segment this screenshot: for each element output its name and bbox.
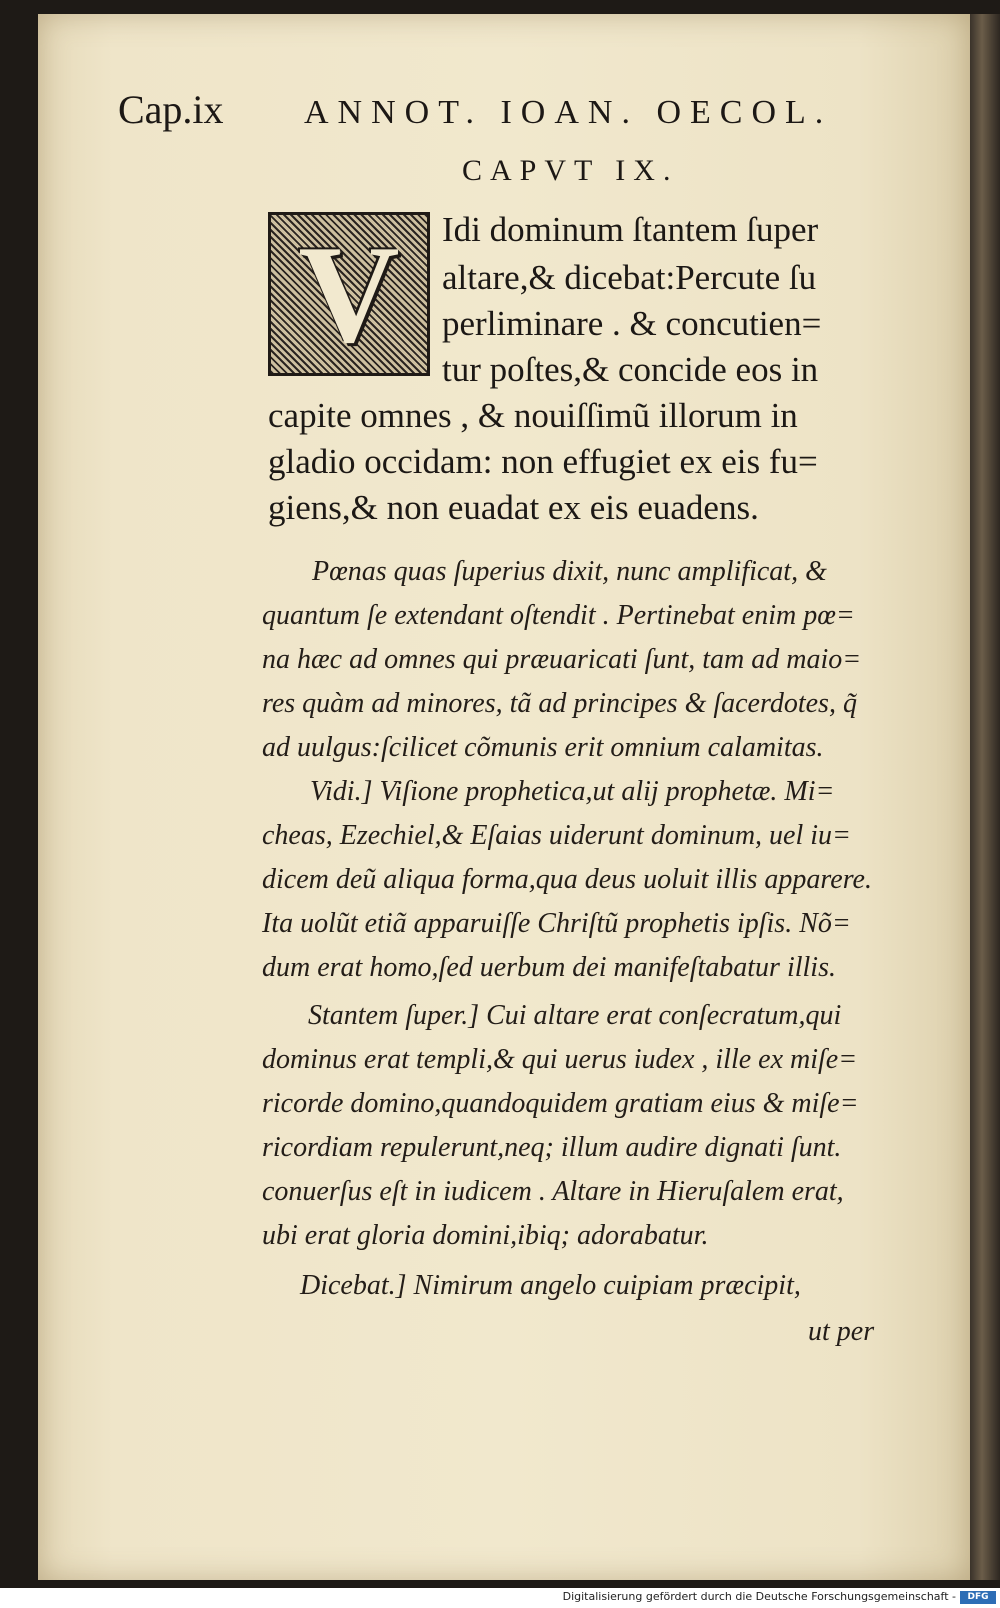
verse-line: perliminare . & concutien= (442, 304, 822, 343)
verse-line: altare,& dicebat:Percute ſu (442, 258, 817, 297)
commentary-line: ubi erat gloria domini,ibiq; adorabatur. (262, 1220, 709, 1251)
running-head (118, 86, 878, 142)
footer-text: Digitalisierung gefördert durch die Deutsche Forschungsgemeinschaft - (562, 1590, 956, 1603)
commentary-line: na hæc ad omnes qui præuaricati ſunt, tam ad maio= (262, 644, 862, 675)
commentary-line: res quàm ad minores, tã ad principes & ſacerdotes, q̃ (262, 688, 857, 719)
commentary-line: Stantem ſuper.] Cui altare erat conſecratum,qui (308, 1000, 842, 1031)
commentary-line: quantum ſe extendant oſtendit . Pertinebat enim pœ= (262, 600, 855, 631)
verse-line: capite omnes , & nouiſſimũ illorum in (268, 396, 798, 435)
page-edge (970, 14, 1000, 1580)
commentary-line: Ita uolũt etiã apparuiſſe Chriſtũ prophetis ipſis. Nõ= (262, 908, 851, 939)
decorated-initial (268, 212, 430, 376)
commentary-line: conuerſus eſt in iudicem . Altare in Hieruſalem erat, (262, 1176, 844, 1207)
commentary-line: Pœnas quas ſuperius dixit, nunc amplificat, & (312, 556, 827, 587)
catchword: ut per (808, 1316, 875, 1347)
commentary-line: cheas, Ezechiel,& Eſaias uiderunt dominum, uel iu= (262, 820, 851, 851)
verse-line: gladio occidam: non effugiet ex eis fu= (268, 442, 818, 481)
verse-line: giens,& non euadat ex eis euadens. (268, 488, 759, 527)
commentary-line: dominus erat templi,& qui uerus iudex , ille ex miſe= (262, 1044, 858, 1075)
chapter-heading: CAPVT IX. (462, 154, 679, 187)
commentary-line: Vidi.] Viſione prophetica,ut alij prophetæ. Mi= (310, 776, 835, 807)
commentary-line: ricordiam repulerunt,neq; illum audire dignati ſunt. (262, 1132, 842, 1163)
commentary-line: dicem deũ aliqua forma,qua deus uoluit illis apparere. (262, 864, 872, 895)
commentary-line: Dicebat.] Nimirum angelo cuipiam præcipit, (300, 1270, 801, 1301)
commentary-line: dum erat homo,ſed uerbum dei manifeſtabatur illis. (262, 952, 836, 983)
dfg-logo: DFG (960, 1591, 996, 1604)
running-head-title: ANNOT. IOAN. OECOL. (304, 94, 833, 131)
initial-letter: V (298, 216, 400, 372)
running-head-chapter: Cap.ix (118, 87, 224, 132)
commentary-line: ricorde domino,quandoquidem gratiam eius & miſe= (262, 1088, 859, 1119)
verse-line: Idi dominum ſtantem ſuper (442, 210, 819, 249)
verse-line: tur poſtes,& concide eos in (442, 350, 819, 389)
digitization-footer (0, 1588, 1000, 1608)
commentary-line: ad uulgus:ſcilicet cõmunis erit omnium calamitas. (262, 732, 824, 763)
